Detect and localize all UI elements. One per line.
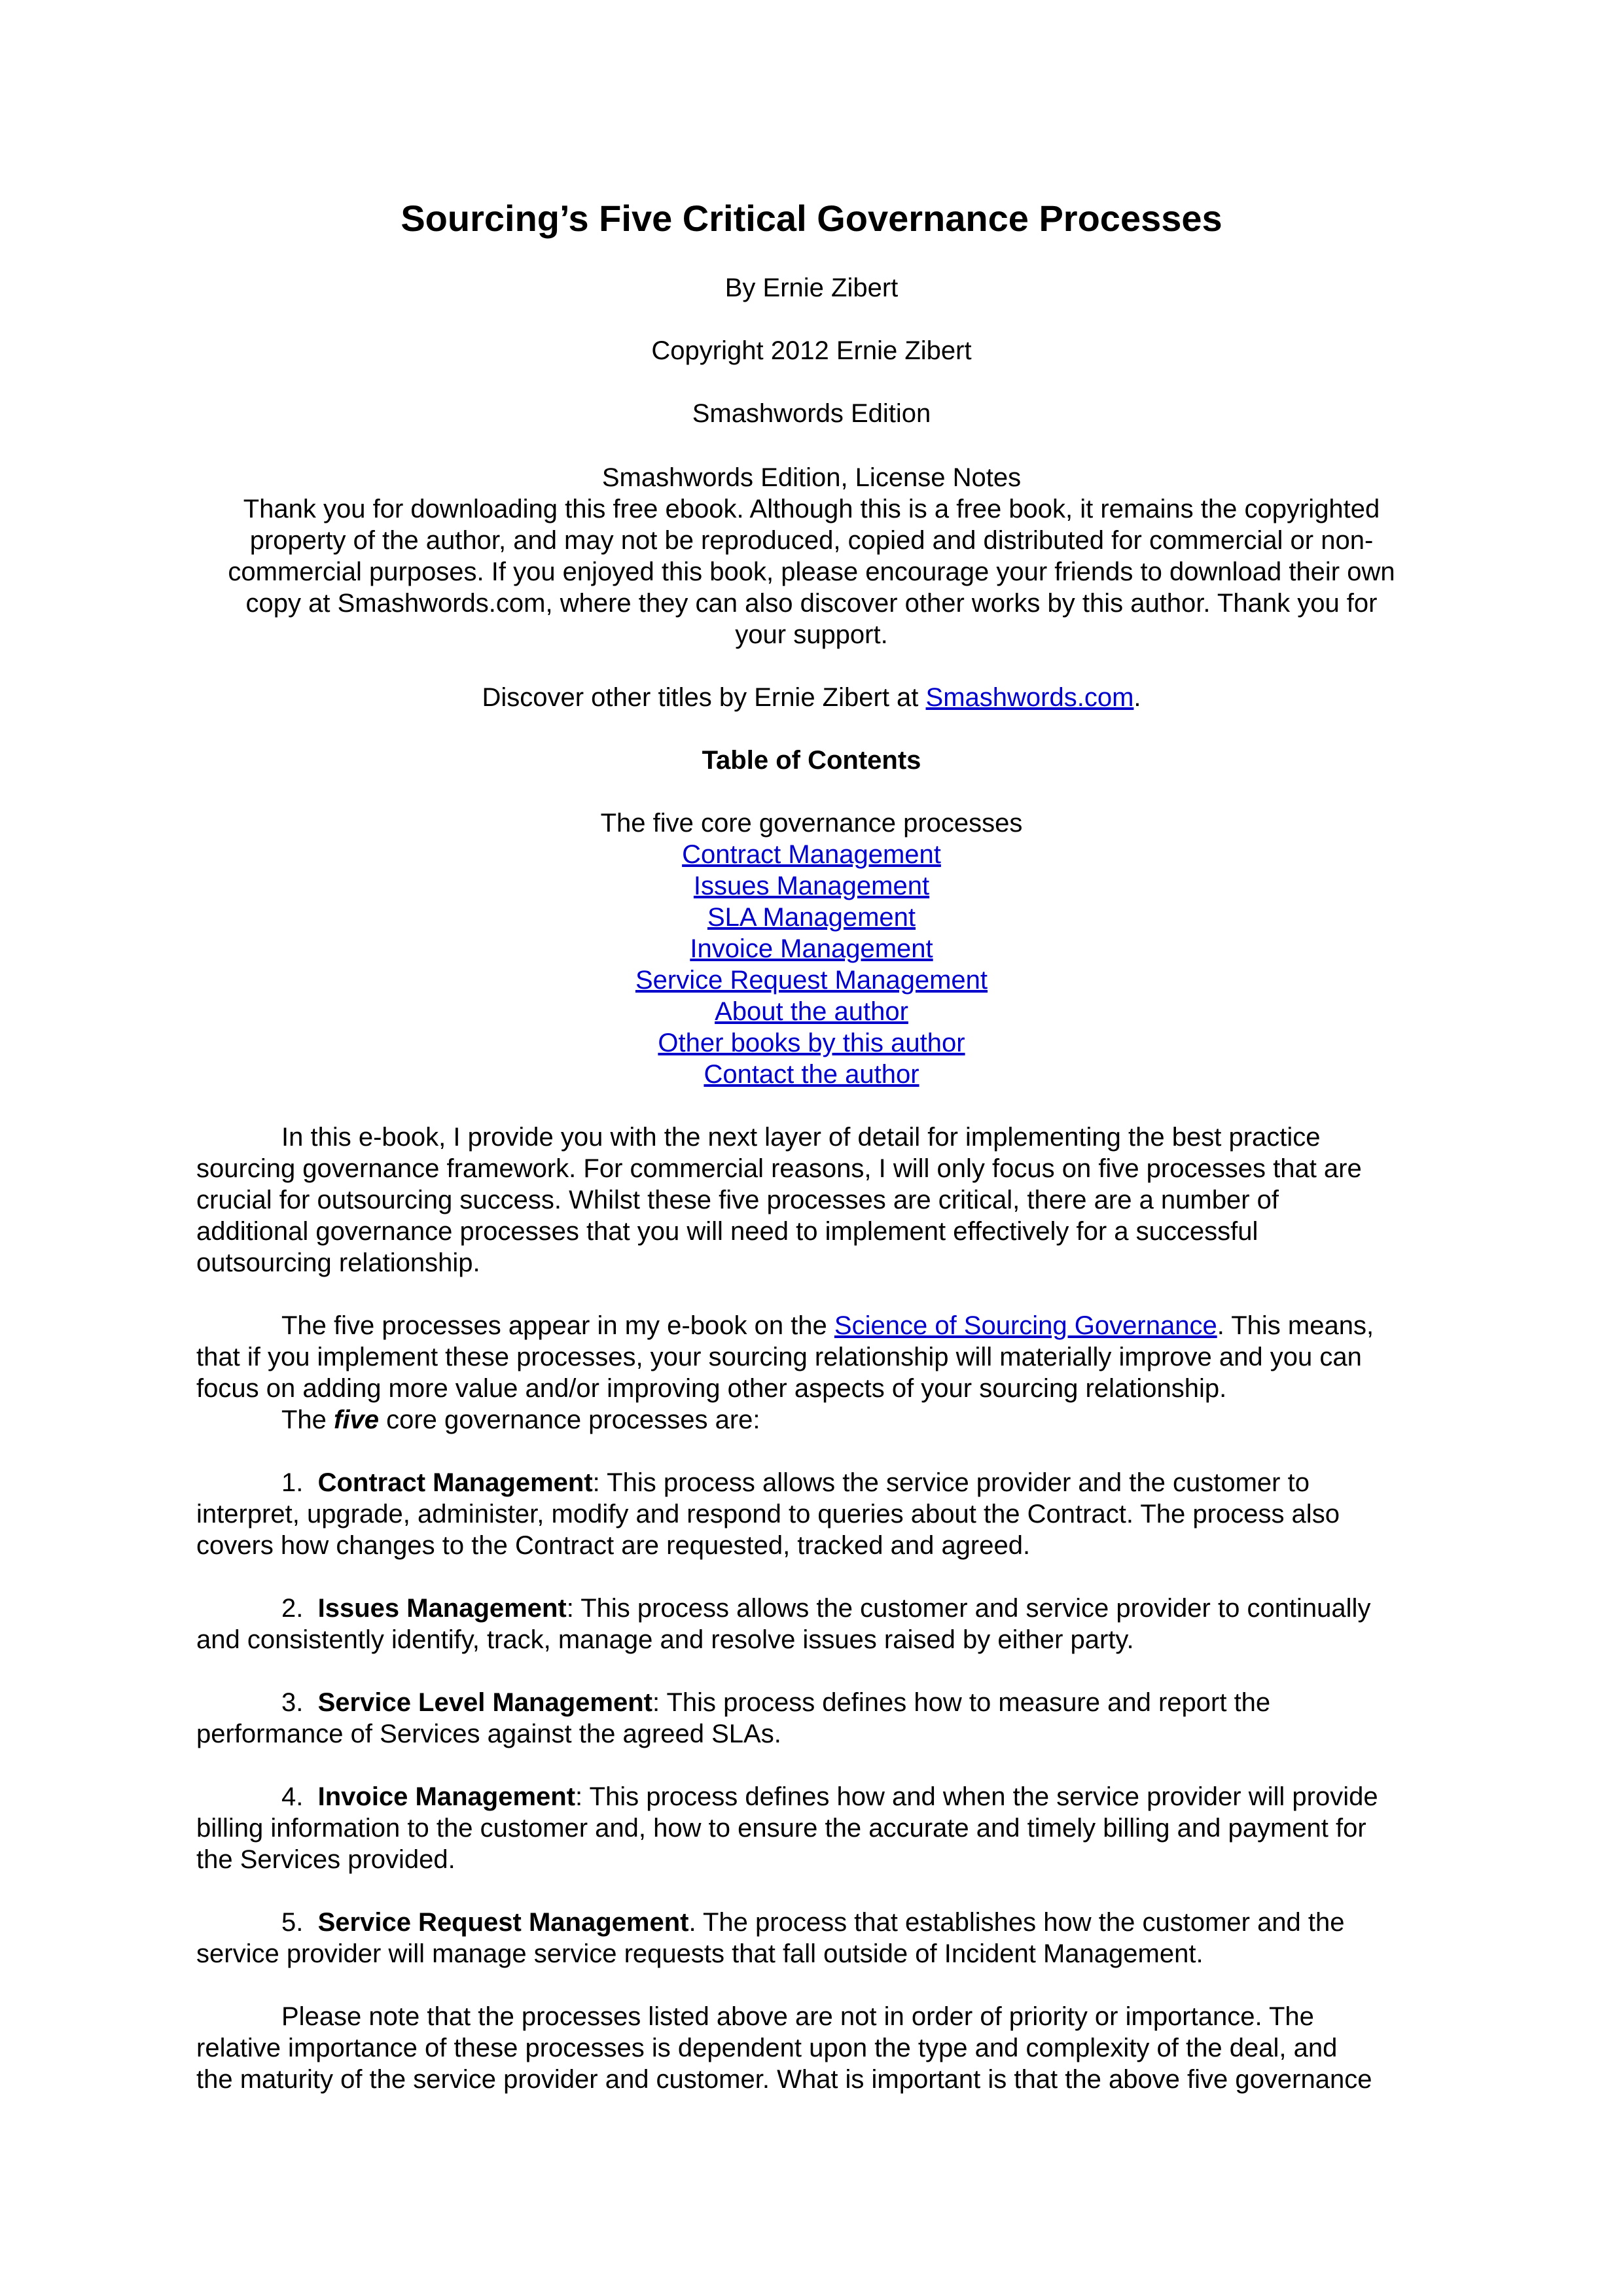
item-number: 3. — [281, 1688, 304, 1717]
paragraph-line: focus on adding more value and/or improving other aspects of your sourcing relationship. — [196, 1374, 1227, 1403]
item-line: billing information to the customer and, how to ensure the accurate and timely billing and payment for — [196, 1814, 1366, 1843]
paragraph-line: crucial for outsourcing success. Whilst these five processes are critical, there are a number of — [196, 1186, 1279, 1214]
paragraph-line: relative importance of these processes is dependent upon the type and complexity of the deal, and — [196, 2034, 1338, 2062]
license-line: property of the author, and may not be reproduced, copied and distributed for commercial or non- — [249, 526, 1374, 555]
license-line: commercial purposes. If you enjoyed this book, please encourage your friends to download their own — [228, 557, 1395, 586]
item-number: 4. — [281, 1782, 304, 1811]
item-line: and consistently identify, track, manage and resolve issues raised by either party. — [196, 1625, 1134, 1654]
toc-title: Table of Contents — [702, 746, 921, 775]
smashwords-link[interactable]: Smashwords.com — [925, 683, 1134, 712]
item-number: 1. — [281, 1468, 304, 1497]
item-line: performance of Services against the agreed SLAs. — [196, 1720, 781, 1748]
process-item-2 — [196, 1593, 1427, 1655]
copyright-line: Copyright 2012 Ernie Zibert — [651, 336, 972, 365]
toc-link-about-author[interactable]: About the author — [715, 997, 908, 1026]
paragraph-text: core governance processes are: — [378, 1405, 760, 1434]
processes-paragraph — [196, 1310, 1427, 1436]
item-name: Contract Management — [317, 1468, 593, 1497]
science-of-sourcing-governance-link[interactable]: Science of Sourcing Governance — [834, 1311, 1217, 1340]
discover-line — [196, 682, 1427, 713]
toc-link-issues-management[interactable]: Issues Management — [693, 872, 930, 900]
process-item-4 — [196, 1781, 1427, 1875]
item-text: . The process that establishes how the customer and the — [688, 1908, 1345, 1937]
license-heading: Smashwords Edition, License Notes — [601, 463, 1022, 492]
process-item-3 — [196, 1687, 1427, 1750]
paragraph-line: that if you implement these processes, your sourcing relationship will materially improve and you can — [196, 1343, 1362, 1371]
license-notes — [196, 462, 1427, 650]
paragraph-line: the maturity of the service provider and customer. What is important is that the above five governance — [196, 2065, 1372, 2094]
item-line: interpret, upgrade, administer, modify and respond to queries about the Contract. The process also — [196, 1500, 1340, 1528]
paragraph-line: outsourcing relationship. — [196, 1248, 480, 1277]
item-text: : This process defines how and when the service provider will provide — [575, 1782, 1378, 1811]
item-text: : This process allows the service provider and the customer to — [592, 1468, 1310, 1497]
license-line: your support. — [735, 620, 888, 649]
license-line: Thank you for downloading this free ebook. Although this is a free book, it remains the copyrighted — [243, 495, 1380, 523]
intro-paragraph — [196, 1122, 1427, 1279]
paragraph-line: In this e-book, I provide you with the next layer of detail for implementing the best practice — [281, 1123, 1321, 1152]
item-line: covers how changes to the Contract are requested, tracked and agreed. — [196, 1531, 1031, 1560]
process-item-1 — [196, 1467, 1427, 1561]
toc-link-sla-management[interactable]: SLA Management — [707, 903, 916, 932]
toc-link-contract-management[interactable]: Contract Management — [682, 840, 941, 869]
byline: By Ernie Zibert — [724, 274, 899, 302]
paragraph-text: . This means, — [1217, 1311, 1374, 1340]
toc-link-contact-author[interactable]: Contact the author — [704, 1060, 919, 1089]
paragraph-line: additional governance processes that you will need to implement effectively for a successful — [196, 1217, 1258, 1246]
item-name: Issues Management — [317, 1594, 567, 1623]
license-line: copy at Smashwords.com, where they can also discover other works by this author. Thank you for — [245, 589, 1378, 618]
closing-paragraph — [196, 2001, 1427, 2095]
item-number: 2. — [281, 1594, 304, 1623]
discover-prefix: Discover other titles by Ernie Zibert at — [482, 683, 926, 712]
item-name: Service Level Management — [317, 1688, 652, 1717]
paragraph-line: Please note that the processes listed above are not in order of priority or importance. The — [281, 2002, 1314, 2031]
edition-line: Smashwords Edition — [692, 399, 931, 428]
process-item-5 — [196, 1907, 1427, 1969]
toc-intro: The five core governance processes — [600, 809, 1023, 838]
paragraph-line: sourcing governance framework. For commercial reasons, I will only focus on five processes that are — [196, 1154, 1362, 1183]
item-line: the Services provided. — [196, 1845, 455, 1874]
table-of-contents — [196, 807, 1427, 1090]
paragraph-text: The five processes appear in my e-book on the — [281, 1311, 834, 1340]
discover-suffix: . — [1133, 683, 1141, 712]
item-name: Service Request Management — [317, 1908, 689, 1937]
toc-link-invoice-management[interactable]: Invoice Management — [690, 934, 933, 963]
item-number: 5. — [281, 1908, 304, 1937]
toc-link-other-books[interactable]: Other books by this author — [658, 1029, 965, 1057]
toc-link-service-request-management[interactable]: Service Request Management — [635, 966, 988, 995]
document-title: Sourcing’s Five Critical Governance Processes — [401, 198, 1222, 239]
item-name: Invoice Management — [317, 1782, 576, 1811]
paragraph-text: The — [281, 1405, 334, 1434]
item-text: : This process allows the customer and service provider to continually — [566, 1594, 1371, 1623]
item-text: : This process defines how to measure and report the — [652, 1688, 1271, 1717]
item-line: service provider will manage service requests that fall outside of Incident Management. — [196, 1939, 1204, 1968]
emphasis-five: five — [334, 1405, 379, 1434]
